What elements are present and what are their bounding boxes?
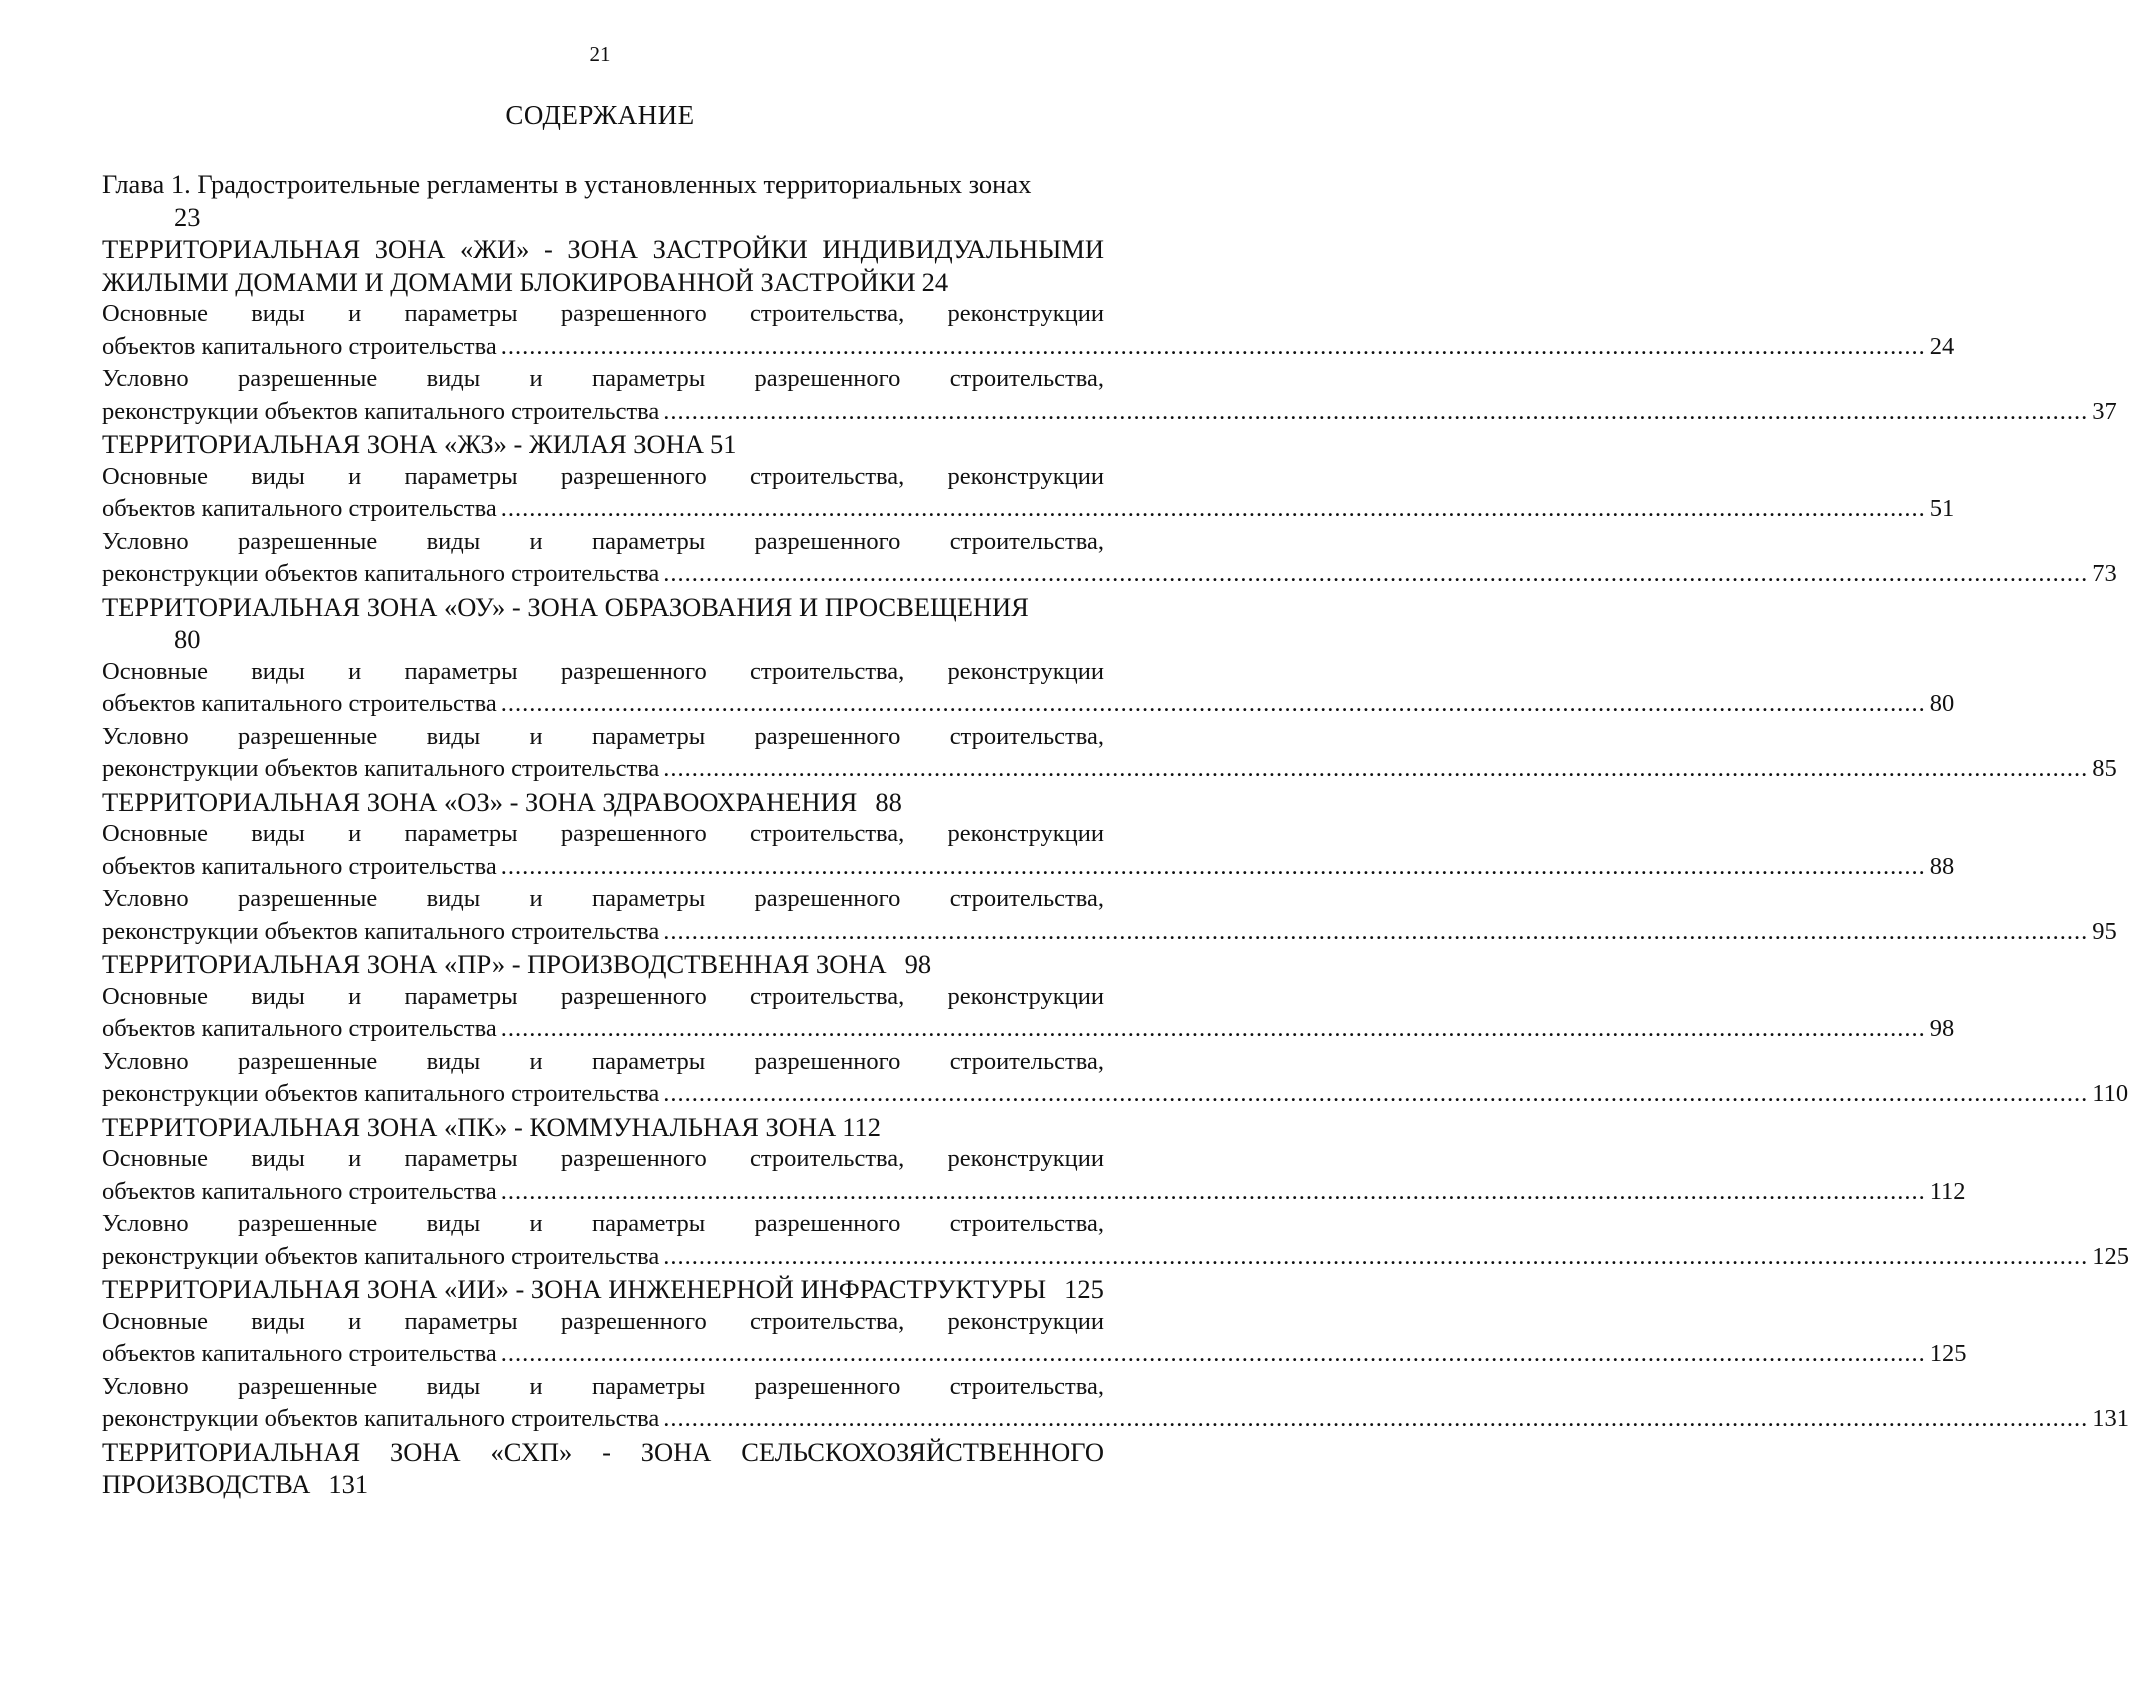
toc-entry: [102, 298, 1955, 363]
dot-leader: ........................................................................................................................................................................................................: [500, 1340, 1926, 1367]
toc-entry: [102, 363, 2117, 428]
toc-zone-heading: [102, 591, 1104, 656]
toc-zone-heading: [102, 948, 1104, 981]
dot-leader: ........................................................................................................................................................................................................: [663, 917, 2089, 945]
entry-line-1: Условно разрешенные виды и параметры разрешенного строительства,: [102, 1372, 1104, 1400]
toc-entry: [102, 981, 1955, 1046]
toc-entry: [102, 656, 1955, 721]
entry-line-1: Основные виды и параметры разрешенного строительства, реконструкции: [102, 1145, 1104, 1172]
toc-chapter: [102, 168, 1104, 233]
dot-leader: ........................................................................................................................................................................................................: [500, 1015, 1926, 1042]
entry-line-2: реконструкции объектов капитального строительства: [102, 1080, 660, 1107]
entry-line-1: Основные виды и параметры разрешенного строительства, реконструкции: [102, 820, 1104, 847]
entry-line-1: Основные виды и параметры разрешенного строительства, реконструкции: [102, 1307, 1104, 1335]
toc-entry: [102, 818, 1955, 883]
dot-leader: ........................................................................................................................................................................................................: [500, 852, 1926, 880]
zone-page-number: 125: [1064, 1274, 1104, 1304]
dot-leader: ........................................................................................................................................................................................................: [500, 332, 1926, 360]
toc-zones: [102, 233, 2129, 1501]
dot-leader: ........................................................................................................................................................................................................: [500, 1177, 1926, 1205]
zone-page-number: 24: [921, 266, 949, 297]
toc-entry: [102, 1208, 2129, 1273]
zone-page-number: 131: [328, 1469, 369, 1499]
zone-heading-text: ТЕРРИТОРИАЛЬНАЯ ЗОНА «СХП» - ЗОНА СЕЛЬСКОХОЗЯЙСТВЕННОГО ПРОИЗВОДСТВА: [102, 1436, 1104, 1499]
dot-leader: ........................................................................................................................................................................................................: [663, 560, 2089, 587]
entry-line-1: Условно разрешенные виды и параметры разрешенного строительства,: [102, 885, 1104, 912]
toc-entry: [102, 721, 2117, 786]
entry-page-number: 37: [2092, 397, 2117, 425]
entry-line-1: Условно разрешенные виды и параметры разрешенного строительства,: [102, 527, 1104, 555]
entry-line-1: Основные виды и параметры разрешенного строительства, реконструкции: [102, 982, 1104, 1010]
entry-page-number: 24: [1929, 332, 1955, 360]
entry-page-number: 131: [2092, 1405, 2129, 1432]
zone-page-number: 88: [875, 786, 902, 817]
toc-zone-heading: [102, 233, 1104, 298]
entry-line-1: Условно разрешенные виды и параметры разрешенного строительства,: [102, 722, 1104, 750]
entry-page-number: 85: [2092, 755, 2117, 782]
entry-line-2: объектов капитального строительства: [102, 690, 497, 717]
entry-page-number: 110: [2092, 1080, 2129, 1107]
entry-line-1: Основные виды и параметры разрешенного строительства, реконструкции: [102, 462, 1104, 490]
dot-leader: ........................................................................................................................................................................................................: [663, 1242, 2089, 1270]
entry-line-2: объектов капитального строительства: [102, 332, 497, 360]
page-title: СОДЕРЖАНИЕ: [505, 100, 695, 130]
page-number: 21: [589, 42, 611, 66]
entry-page-number: 73: [2092, 560, 2117, 587]
zone-page-number: 51: [709, 429, 737, 459]
toc-zone-heading: [102, 1436, 1104, 1501]
entry-line-2: реконструкции объектов капитального строительства: [102, 397, 660, 425]
entry-page-number: 98: [1929, 1015, 1955, 1042]
entry-page-number: 112: [1929, 1177, 1966, 1205]
chapter-page-number: 23: [174, 201, 201, 232]
entry-page-number: 125: [2092, 1242, 2129, 1270]
zone-heading-text: ТЕРРИТОРИАЛЬНАЯ ЗОНА «ЖЗ» - ЖИЛАЯ ЗОНА: [102, 429, 704, 459]
entry-page-number: 51: [1929, 495, 1955, 522]
entry-line-1: Основные виды и параметры разрешенного строительства, реконструкции: [102, 300, 1104, 327]
zone-heading-text: ТЕРРИТОРИАЛЬНАЯ ЗОНА «ПК» - КОММУНАЛЬНАЯ ЗОНА: [102, 1111, 837, 1142]
entry-line-2: реконструкции объектов капитального строительства: [102, 1242, 660, 1270]
zone-heading-text: ТЕРРИТОРИАЛЬНАЯ ЗОНА «ОЗ» - ЗОНА ЗДРАВООХРАНЕНИЯ: [102, 786, 858, 817]
zone-page-number: 98: [904, 949, 932, 979]
entry-line-2: реконструкции объектов капитального строительства: [102, 917, 660, 945]
toc-entry: [102, 883, 2117, 948]
dot-leader: ........................................................................................................................................................................................................: [663, 1080, 2089, 1107]
zone-heading-text: ТЕРРИТОРИАЛЬНАЯ ЗОНА «ИИ» - ЗОНА ИНЖЕНЕРНОЙ ИНФРАСТРУКТУРЫ: [102, 1274, 1047, 1304]
zone-heading-text: ТЕРРИТОРИАЛЬНАЯ ЗОНА «ОУ» - ЗОНА ОБРАЗОВАНИЯ И ПРОСВЕЩЕНИЯ: [102, 591, 1029, 622]
toc-entry: [102, 1046, 2129, 1111]
dot-leader: ........................................................................................................................................................................................................: [663, 397, 2089, 425]
dot-leader: ........................................................................................................................................................................................................: [663, 755, 2089, 782]
entry-page-number: 80: [1929, 690, 1955, 717]
dot-leader: ........................................................................................................................................................................................................: [663, 1405, 2089, 1432]
entry-page-number: 125: [1929, 1340, 1967, 1367]
entry-line-1: Основные виды и параметры разрешенного строительства, реконструкции: [102, 657, 1104, 685]
zone-page-number: 80: [174, 624, 201, 654]
entry-line-2: реконструкции объектов капитального строительства: [102, 755, 660, 782]
dot-leader: ........................................................................................................................................................................................................: [500, 690, 1926, 717]
zone-heading-text: ТЕРРИТОРИАЛЬНАЯ ЗОНА «ПР» - ПРОИЗВОДСТВЕННАЯ ЗОНА: [102, 949, 887, 979]
entry-line-2: реконструкции объектов капитального строительства: [102, 560, 660, 587]
entry-line-2: реконструкции объектов капитального строительства: [102, 1405, 660, 1432]
toc-zone-heading: [102, 786, 1104, 819]
toc-zone-heading: [102, 1111, 1104, 1144]
table-of-contents: [102, 168, 2129, 1501]
entry-page-number: 95: [2092, 917, 2117, 945]
entry-line-1: Условно разрешенные виды и параметры разрешенного строительства,: [102, 1210, 1104, 1237]
toc-entry: [102, 1371, 2129, 1436]
chapter-title: Глава 1. Градостроительные регламенты в установленных территориальных зонах: [102, 169, 1032, 199]
toc-entry: [102, 526, 2117, 591]
entry-line-2: объектов капитального строительства: [102, 852, 497, 880]
dot-leader: ........................................................................................................................................................................................................: [500, 495, 1926, 522]
entry-line-2: объектов капитального строительства: [102, 1340, 497, 1367]
entry-line-2: объектов капитального строительства: [102, 1015, 497, 1042]
entry-line-2: объектов капитального строительства: [102, 495, 497, 522]
zone-heading-text: ТЕРРИТОРИАЛЬНАЯ ЗОНА «ЖИ» - ЗОНА ЗАСТРОЙКИ ИНДИВИДУАЛЬНЫМИ ЖИЛЫМИ ДОМАМИ И ДОМАМИ БЛОКИРОВАННОЙ ЗАСТРОЙКИ: [102, 234, 1104, 297]
toc-entry: [102, 1143, 1966, 1208]
entry-page-number: 88: [1929, 852, 1955, 880]
toc-zone-heading: [102, 1273, 1104, 1306]
entry-line-1: Условно разрешенные виды и параметры разрешенного строительства,: [102, 1047, 1104, 1075]
toc-entry: [102, 461, 1955, 526]
toc-entry: [102, 1306, 1967, 1371]
toc-zone-heading: [102, 428, 1104, 461]
entry-line-2: объектов капитального строительства: [102, 1177, 497, 1205]
entry-line-1: Условно разрешенные виды и параметры разрешенного строительства,: [102, 365, 1104, 392]
zone-page-number: 112: [842, 1111, 881, 1142]
